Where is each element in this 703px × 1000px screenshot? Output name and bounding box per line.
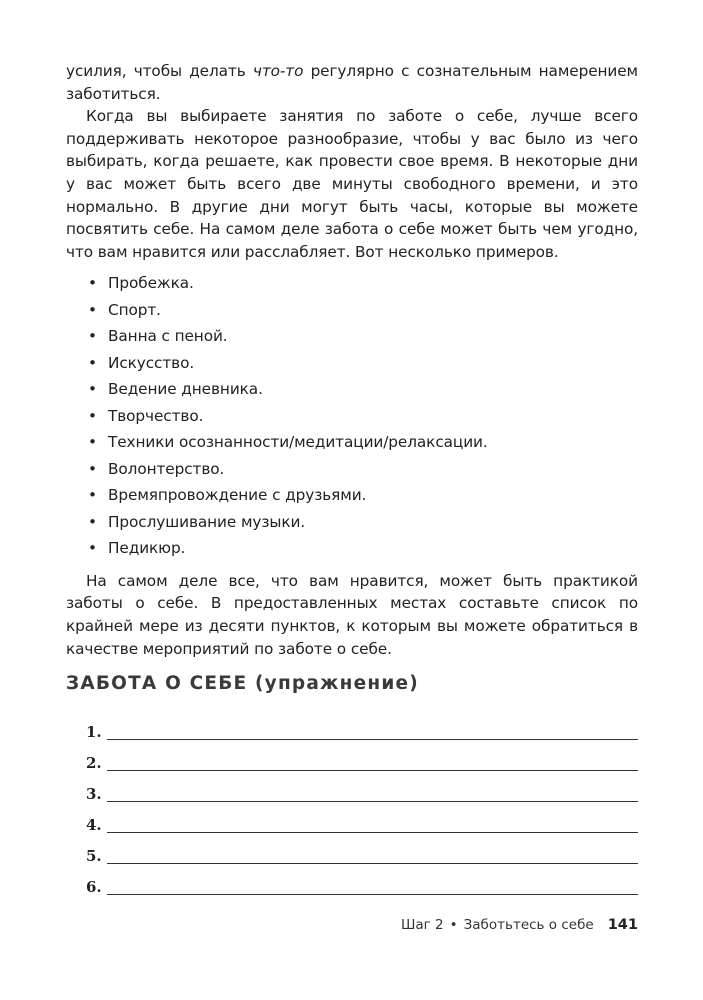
page-number: 141 bbox=[607, 917, 638, 933]
paragraph: На самом деле все, что вам нравится, может быть практикой заботы о себе. В предоставленных местах составьте список по крайней мере из десяти пунктов, к которым вы можете обратиться в качестве мероприятий по заботе о себе. bbox=[66, 571, 638, 658]
exercise-list bbox=[86, 713, 638, 899]
bullet-icon: • bbox=[88, 300, 97, 319]
blank-line[interactable] bbox=[107, 894, 638, 895]
bullet-list bbox=[66, 270, 638, 562]
blank-line[interactable] bbox=[107, 739, 638, 740]
bullet-icon: • bbox=[88, 433, 97, 452]
bullet-icon: • bbox=[88, 512, 97, 531]
blank-line[interactable] bbox=[107, 770, 638, 771]
exercise-row bbox=[86, 806, 638, 837]
exercise-row bbox=[86, 868, 638, 899]
footer-chapter: Заботьтесь о себе bbox=[463, 917, 594, 933]
body-text bbox=[66, 60, 638, 660]
footer-step: Шаг 2 bbox=[400, 917, 444, 933]
bullet-icon: • bbox=[88, 459, 97, 478]
bullet-icon: • bbox=[88, 486, 97, 505]
bullet-icon: • bbox=[88, 406, 97, 425]
list-item: • Техники осознанности/медитации/релаксации. bbox=[66, 429, 638, 456]
bullet-icon: • bbox=[88, 539, 97, 558]
bullet-icon: • bbox=[88, 274, 97, 293]
blank-line[interactable] bbox=[107, 863, 638, 864]
paragraph-continuation: усилия, чтобы делать что-то регулярно с сознательным намерением заботиться. bbox=[66, 62, 638, 103]
list-item: • Пробежка. bbox=[66, 270, 638, 297]
blank-line[interactable] bbox=[107, 832, 638, 833]
exercise-number: 5. bbox=[86, 847, 102, 865]
page-footer bbox=[401, 917, 638, 933]
list-item: • Времяпровождение с друзьями. bbox=[66, 482, 638, 509]
list-item: • Спорт. bbox=[66, 297, 638, 324]
exercise-row bbox=[86, 744, 638, 775]
exercise-number: 6. bbox=[86, 878, 102, 896]
exercise-number: 3. bbox=[86, 785, 102, 803]
emphasis-text: что-то bbox=[252, 62, 304, 80]
exercise-number: 4. bbox=[86, 816, 102, 834]
list-item: • Прослушивание музыки. bbox=[66, 509, 638, 536]
list-item: • Ванна с пеной. bbox=[66, 323, 638, 350]
paragraph: Когда вы выбираете занятия по заботе о себе, лучше всего поддерживать некоторое разнообразие, чтобы у вас было из чего выбирать, когда решаете, как провести свое время. В некоторые дни у вас может быть всего две минуты свободного времени, и это нормально. В другие дни могут быть часы, которые вы можете посвятить себе. На самом деле забота о себе может быть чем угодно, что вам нравится или расслабляет. Вот несколько примеров. bbox=[66, 107, 638, 261]
bullet-icon: • bbox=[88, 380, 97, 399]
list-item: • Творчество. bbox=[66, 403, 638, 430]
bullet-icon: • bbox=[88, 353, 97, 372]
exercise-number: 1. bbox=[86, 723, 102, 741]
bullet-icon: • bbox=[88, 327, 97, 346]
exercise-row bbox=[86, 713, 638, 744]
footer-separator: • bbox=[449, 917, 458, 933]
exercise-row bbox=[86, 775, 638, 806]
list-item: • Ведение дневника. bbox=[66, 376, 638, 403]
blank-line[interactable] bbox=[107, 801, 638, 802]
list-item: • Педикюр. bbox=[66, 535, 638, 562]
list-item: • Искусство. bbox=[66, 350, 638, 377]
list-item: • Волонтерство. bbox=[66, 456, 638, 483]
exercise-row bbox=[86, 837, 638, 868]
exercise-number: 2. bbox=[86, 754, 102, 772]
exercise-heading: ЗАБОТА О СЕБЕ (упражнение) bbox=[66, 673, 419, 694]
